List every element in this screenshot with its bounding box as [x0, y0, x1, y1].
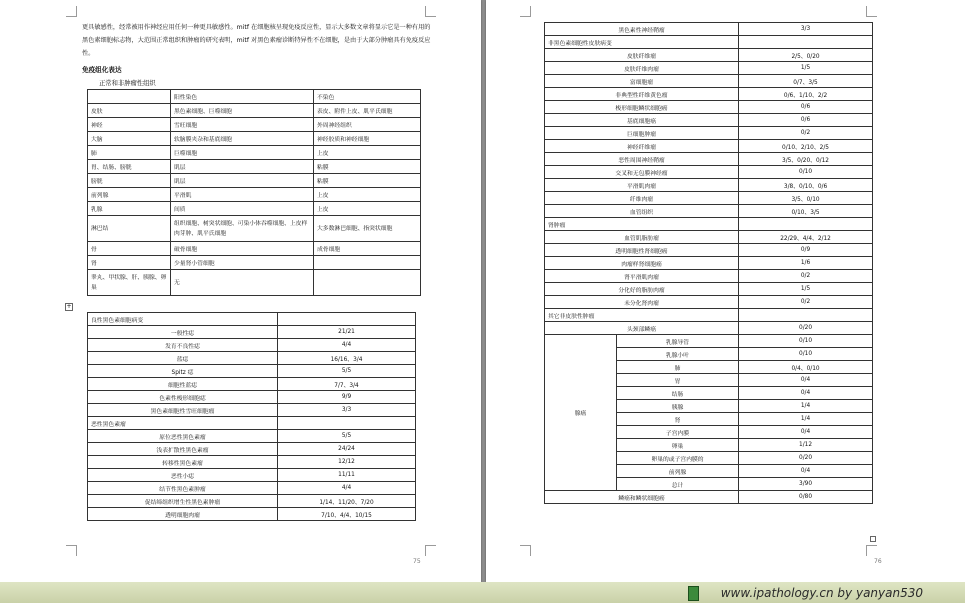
lesion-cell: 富细胞瘤 [545, 75, 739, 88]
corner-mark [866, 6, 877, 17]
value-cell: 1/4 [739, 413, 873, 426]
positive-cell: 雪旺细胞 [171, 118, 314, 132]
lesion-cell: 巨细胞肿瘤 [545, 127, 739, 140]
group-label-cell: 腺癌 [545, 335, 617, 491]
section-row [88, 417, 416, 430]
value-cell: 0/10 [739, 335, 873, 348]
lesion-cell: 鳞癌和鳞状细胞癌 [545, 491, 739, 504]
lesion-cell: 血管肌脂肪瘤 [545, 231, 739, 244]
value-cell: 24/24 [278, 443, 416, 456]
lesion-cell: 黑色素细胞性雪旺细胞瘤 [88, 404, 278, 417]
lesion-cell: 原位恶性黑色素瘤 [88, 430, 278, 443]
table-header-cell: 不染色 [314, 90, 421, 104]
value-cell: 1/4 [739, 400, 873, 413]
table-row [545, 75, 873, 88]
negative-cell: 外周神经组织 [314, 118, 421, 132]
site-cell: 总计 [617, 478, 739, 491]
site-cell: 乳腺小叶 [617, 348, 739, 361]
table-row [545, 23, 873, 36]
lesion-cell: 恶性周围神经鞘瘤 [545, 153, 739, 166]
negative-cell [314, 256, 421, 270]
table-row [88, 404, 416, 417]
tissue-cell: 肺 [88, 146, 171, 160]
value-cell: 1/5 [739, 62, 873, 75]
site-cell: 肺 [617, 361, 739, 374]
table-row [545, 244, 873, 257]
table-row [88, 443, 416, 456]
page-number: 76 [874, 558, 882, 565]
table-row [545, 153, 873, 166]
value-cell: 7/7、3/4 [278, 378, 416, 391]
value-cell: 0/2 [739, 127, 873, 140]
table-row [545, 335, 873, 348]
lesion-cell: 未分化肾肉瘤 [545, 296, 739, 309]
value-cell: 0/4 [739, 426, 873, 439]
value-cell: 11/11 [278, 469, 416, 482]
lesion-cell: 恶性小痣 [88, 469, 278, 482]
value-cell: 0/2 [739, 296, 873, 309]
section-row [545, 218, 873, 231]
value-cell: 3/90 [739, 478, 873, 491]
table-row [88, 118, 421, 132]
value-cell: 3/5、0/10 [739, 192, 873, 205]
section-cell: 其它非皮肤性肿瘤 [545, 309, 739, 322]
lesion-cell: 皮肤纤维肉瘤 [545, 62, 739, 75]
tissue-cell: 膀胱 [88, 174, 171, 188]
positive-cell: 平滑肌 [171, 188, 314, 202]
table-row [545, 231, 873, 244]
table-row [545, 296, 873, 309]
section-cell: 非黑色素细胞性皮肤病变 [545, 36, 739, 49]
table-row [545, 192, 873, 205]
negative-cell: 上皮 [314, 146, 421, 160]
site-cell: 胃 [617, 374, 739, 387]
lesion-cell: 血管组织 [545, 205, 739, 218]
lesion-cell: 转移性黑色素瘤 [88, 456, 278, 469]
corner-mark [520, 6, 531, 17]
table-row [545, 101, 873, 114]
value-cell: 1/5 [739, 283, 873, 296]
value-cell: 2/5、0/20 [739, 49, 873, 62]
lesion-cell: 结节性黑色素肿瘤 [88, 482, 278, 495]
lesion-cell: 头颈部鳞癌 [545, 322, 739, 335]
table-row [545, 62, 873, 75]
value-cell: 22/29、4/4、2/12 [739, 231, 873, 244]
positive-cell: 软脑膜夹杂和基底细胞 [171, 132, 314, 146]
value-cell [278, 313, 416, 326]
table-row [88, 256, 421, 270]
page-number: 75 [413, 558, 421, 565]
table-row [88, 242, 421, 256]
tissue-cell: 淋巴结 [88, 216, 171, 242]
normal-tissue-table [87, 89, 421, 296]
tissue-cell: 肾 [88, 256, 171, 270]
site-cell: 乳腺导管 [617, 335, 739, 348]
table-row [88, 202, 421, 216]
lesion-cell: 肾平滑肌肉瘤 [545, 270, 739, 283]
lesion-cell: 纤维肉瘤 [545, 192, 739, 205]
table-row [88, 352, 416, 365]
site-cell: 卵巢的或子宫内膜的 [617, 452, 739, 465]
value-cell [278, 417, 416, 430]
value-cell: 0/2 [739, 270, 873, 283]
value-cell: 0/20 [739, 322, 873, 335]
table-row [88, 430, 416, 443]
lesion-cell: 透明细胞性肾细胞癌 [545, 244, 739, 257]
intro-paragraph: 更具敏感性，经常被用作神经应用任何一种更具敏感性。mitf 在细胞核呈现免疫反应性，显示大多数文章将显示它是一种有用的黑色素细胞标志物，大范围正常组织和肿瘤的研究表明，mitf 对黑色素瘤诊断特异性不在细胞，是由于大部分肿瘤具有免疫反应性。 [82, 24, 431, 57]
value-cell [739, 36, 873, 49]
site-cell: 结肠 [617, 387, 739, 400]
table-row [88, 146, 421, 160]
page-left [0, 0, 481, 582]
value-cell: 0/4 [739, 387, 873, 400]
lesion-cell: 一般性痣 [88, 326, 278, 339]
value-cell: 0/10、3/5 [739, 205, 873, 218]
lesion-cell: 浅表扩散性黑色素瘤 [88, 443, 278, 456]
table-row [545, 322, 873, 335]
table-row [545, 283, 873, 296]
table-row [88, 508, 416, 521]
section-row [545, 309, 873, 322]
section-row [88, 313, 416, 326]
lesion-cell: 黑色素性神经鞘瘤 [545, 23, 739, 36]
table-move-handle[interactable]: + [66, 303, 72, 310]
lesion-cell: 蓝痣 [88, 352, 278, 365]
value-cell: 5/5 [278, 365, 416, 378]
negative-cell [314, 270, 421, 296]
corner-mark [425, 545, 436, 556]
value-cell: 0/6 [739, 101, 873, 114]
value-cell: 0/4 [739, 465, 873, 478]
site-cell: 子宫内膜 [617, 426, 739, 439]
tissue-cell: 神经 [88, 118, 171, 132]
value-cell: 0/6、1/10、2/2 [739, 88, 873, 101]
bottom-bar [0, 582, 965, 603]
negative-cell: 成骨细胞 [314, 242, 421, 256]
melanocytic-lesion-table [87, 312, 416, 521]
table-row [545, 491, 873, 504]
lesion-cell: 交叉和无包膜神经瘤 [545, 166, 739, 179]
lesion-cell: 平滑肌肉瘤 [545, 179, 739, 192]
value-cell: 0/4 [739, 374, 873, 387]
lesion-cell: 神经纤维瘤 [545, 140, 739, 153]
section-cell: 恶性黑色素瘤 [88, 417, 278, 430]
table-cell [88, 90, 171, 104]
value-cell: 3/3 [739, 23, 873, 36]
table-row [545, 270, 873, 283]
value-cell [739, 309, 873, 322]
table-row [545, 88, 873, 101]
value-cell: 0/80 [739, 491, 873, 504]
table-row [88, 365, 416, 378]
value-cell: 12/12 [278, 456, 416, 469]
table-row [545, 49, 873, 62]
table-row [545, 127, 873, 140]
value-cell: 0/7、3/5 [739, 75, 873, 88]
negative-cell: 粘膜 [314, 160, 421, 174]
table-row [88, 216, 421, 242]
table-row [88, 469, 416, 482]
positive-cell: 组织细胞、树突状细胞、可染小体吞噬细胞、上皮样肉芽肿、肌平氏细胞 [171, 216, 314, 242]
lesion-cell: 非典型性纤维黄色瘤 [545, 88, 739, 101]
lesion-cell: 肉瘤样肾细胞癌 [545, 257, 739, 270]
value-cell [739, 218, 873, 231]
negative-cell: 神经胶质和神经细胞 [314, 132, 421, 146]
lesion-cell: 色素性梭形细胞痣 [88, 391, 278, 404]
section-row [545, 36, 873, 49]
lesion-cell: 发育不良性痣 [88, 339, 278, 352]
tissue-cell: 睾丸、甲状腺、肝、胰腺、卵巢 [88, 270, 171, 296]
negative-cell: 上皮 [314, 188, 421, 202]
value-cell: 9/9 [278, 391, 416, 404]
table-row [545, 114, 873, 127]
corner-mark [866, 545, 877, 556]
table-row [88, 270, 421, 296]
table-row [88, 160, 421, 174]
page-right [486, 0, 965, 582]
value-cell: 16/16、3/4 [278, 352, 416, 365]
value-cell: 0/9 [739, 244, 873, 257]
value-cell: 1/14、11/20、7/20 [278, 495, 416, 508]
negative-cell: 表皮、附件上皮、肌平氏细胞 [314, 104, 421, 118]
positive-cell: 少量肾小管细胞 [171, 256, 314, 270]
value-cell: 0/20 [739, 452, 873, 465]
value-cell: 4/4 [278, 339, 416, 352]
section-heading: 免疫组化表达 [82, 66, 122, 74]
table-row [88, 339, 416, 352]
table-row [545, 166, 873, 179]
table-row [88, 495, 416, 508]
tissue-cell: 皮肤 [88, 104, 171, 118]
tissue-cell: 大脑 [88, 132, 171, 146]
lesion-cell: 基底细胞癌 [545, 114, 739, 127]
tissue-cell: 前列腺 [88, 188, 171, 202]
subheading: 正常和非肿瘤性组织 [99, 80, 156, 87]
table-resize-handle[interactable] [870, 536, 876, 542]
value-cell: 3/3 [278, 404, 416, 417]
section-cell: 肾肿瘤 [545, 218, 739, 231]
table-row [88, 326, 416, 339]
value-cell: 4/4 [278, 482, 416, 495]
positive-cell: 黑色素细胞、巨噬细胞 [171, 104, 314, 118]
site-cell: 前列腺 [617, 465, 739, 478]
lesion-cell: Spitz 痣 [88, 365, 278, 378]
value-cell: 1/6 [739, 257, 873, 270]
value-cell: 0/6 [739, 114, 873, 127]
value-cell: 7/10、4/4、10/15 [278, 508, 416, 521]
lesion-cell: 细胞性蓝痣 [88, 378, 278, 391]
corner-mark [520, 545, 531, 556]
table-row [545, 179, 873, 192]
negative-cell: 粘膜 [314, 174, 421, 188]
table-row [545, 205, 873, 218]
site-logo-icon [688, 586, 699, 601]
value-cell: 0/10、2/10、2/5 [739, 140, 873, 153]
site-cell: 肾 [617, 413, 739, 426]
section-cell: 良性黑色素细胞病变 [88, 313, 278, 326]
positive-cell: 无 [171, 270, 314, 296]
lesion-cell: 促结缔组织增生性黑色素肿瘤 [88, 495, 278, 508]
positive-cell: 巨噬细胞 [171, 146, 314, 160]
value-cell: 1/12 [739, 439, 873, 452]
positive-cell: 肌层 [171, 160, 314, 174]
tissue-cell: 胃、结肠、膀胱 [88, 160, 171, 174]
value-cell: 0/10 [739, 348, 873, 361]
site-cell: 胰腺 [617, 400, 739, 413]
corner-mark [66, 545, 77, 556]
lesion-continuation-table [544, 22, 873, 504]
table-row [88, 104, 421, 118]
watermark: www.ipathology.cn by yanyan530 [720, 586, 923, 600]
table-row [88, 188, 421, 202]
table-row [88, 456, 416, 469]
table-row [88, 174, 421, 188]
tissue-cell: 骨 [88, 242, 171, 256]
table-row [545, 257, 873, 270]
corner-mark [425, 6, 436, 17]
table-row [545, 140, 873, 153]
table-row [88, 132, 421, 146]
lesion-cell: 透明细胞肉瘤 [88, 508, 278, 521]
value-cell: 21/21 [278, 326, 416, 339]
lesion-cell: 皮肤纤维瘤 [545, 49, 739, 62]
table-header-cell: 阳性染色 [171, 90, 314, 104]
site-cell: 卵巢 [617, 439, 739, 452]
table-row [88, 391, 416, 404]
lesion-cell: 分化好的脂肪肉瘤 [545, 283, 739, 296]
value-cell: 0/10 [739, 166, 873, 179]
value-cell: 3/5、0/20、0/12 [739, 153, 873, 166]
negative-cell: 上皮 [314, 202, 421, 216]
positive-cell: 肌层 [171, 174, 314, 188]
lesion-cell: 梭形细胞鳞状细胞癌 [545, 101, 739, 114]
table-row [88, 378, 416, 391]
table-header-row [88, 90, 421, 104]
negative-cell: 大多数淋巴细胞、指突状细胞 [314, 216, 421, 242]
value-cell: 5/5 [278, 430, 416, 443]
table-row [88, 482, 416, 495]
positive-cell: 间质 [171, 202, 314, 216]
positive-cell: 破骨细胞 [171, 242, 314, 256]
value-cell: 0/4、0/10 [739, 361, 873, 374]
value-cell: 3/8、0/10、0/6 [739, 179, 873, 192]
tissue-cell: 乳腺 [88, 202, 171, 216]
corner-mark [66, 6, 77, 17]
